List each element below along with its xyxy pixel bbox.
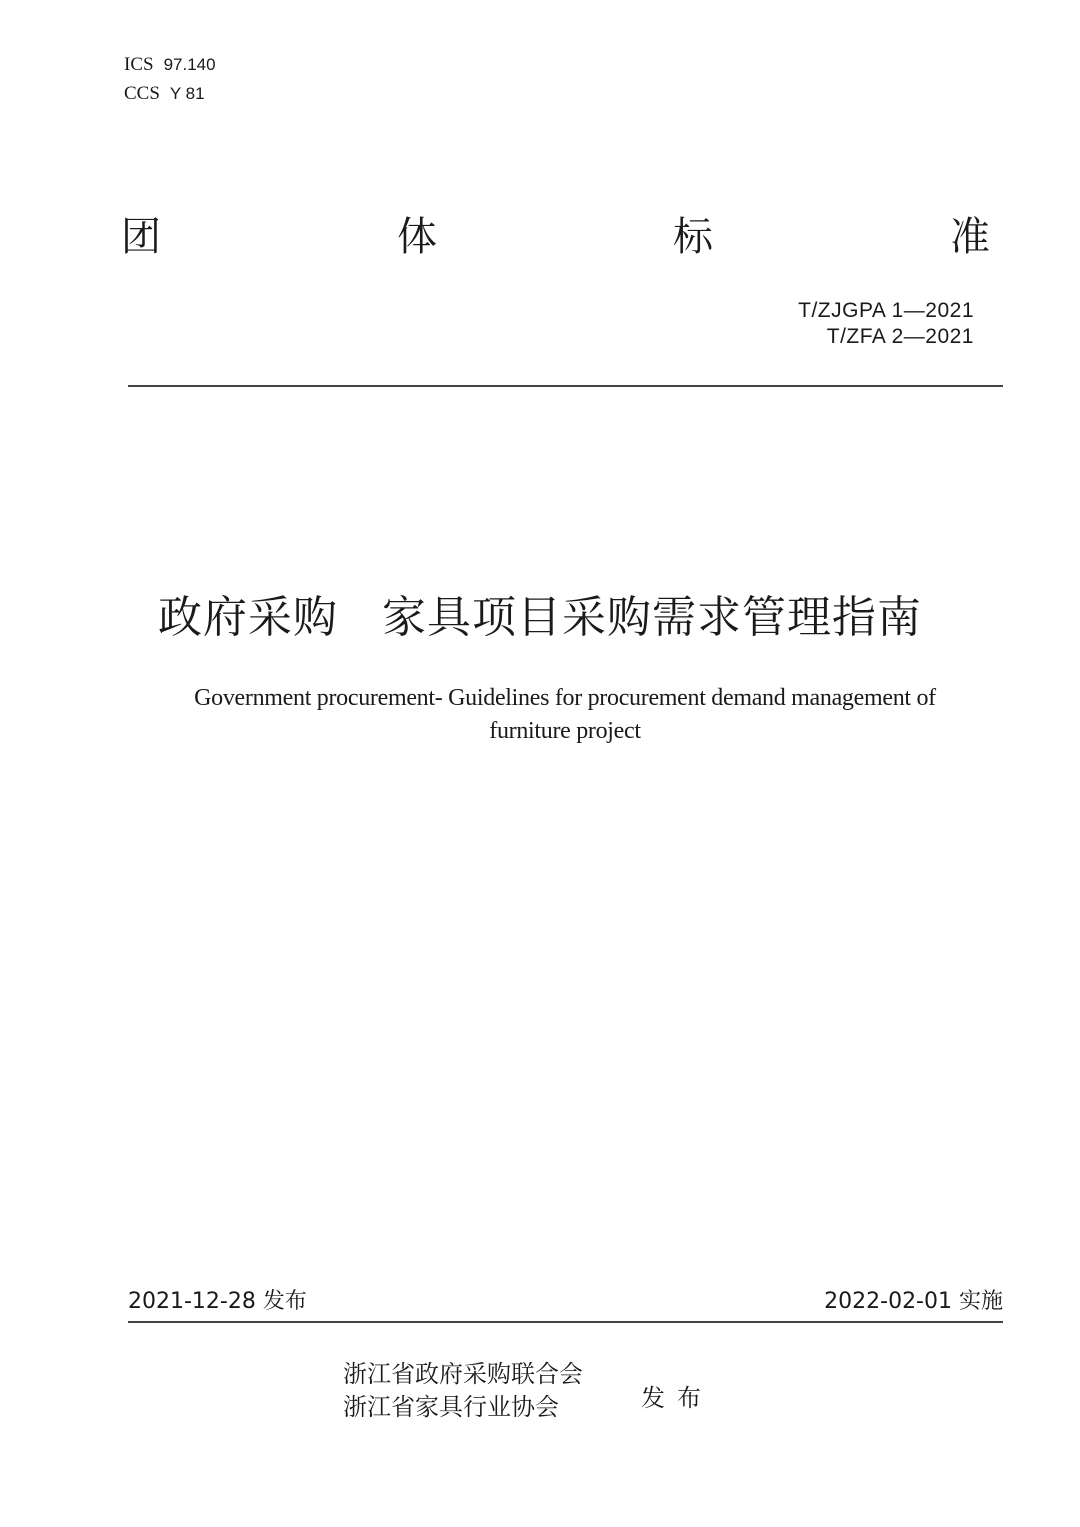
header-divider [128,385,1003,387]
standard-kind-char-1: 团 [121,214,161,260]
issue-date: 2021-12-28 发布 [128,1289,307,1314]
title-en-line1: Government procurement- Guidelines for procurement demand management of [194,685,936,711]
ccs-classification [124,80,205,108]
publishers [343,1358,583,1424]
document-title-en [150,682,980,748]
standard-kind-char-2: 体 [397,214,437,260]
ics-classification [124,51,216,79]
ccs-value: Y 81 [169,84,205,103]
publish-verb: 发布 [641,1384,713,1412]
publisher-2: 浙江省家具行业协会 [343,1393,559,1421]
ccs-label: CCS [124,83,160,104]
footer-divider [128,1321,1003,1323]
standard-numbers [798,298,974,350]
title-en-line2: furniture project [489,718,641,744]
standard-number-1: T/ZJGPA 1—2021 [798,299,974,322]
ics-label: ICS [124,54,154,75]
standard-number-2: T/ZFA 2—2021 [826,325,974,348]
title-cn-part1: 政府采购 [158,592,338,643]
document-title-cn [0,590,1080,646]
implementation-date: 2022-02-01 实施 [824,1289,1003,1314]
publisher-1: 浙江省政府采购联合会 [343,1360,583,1388]
standard-kind-char-4: 准 [950,214,990,260]
title-cn-part2: 家具项目采购需求管理指南 [382,592,922,643]
ics-value: 97.140 [163,55,216,74]
standard-kind-char-3: 标 [673,214,713,260]
